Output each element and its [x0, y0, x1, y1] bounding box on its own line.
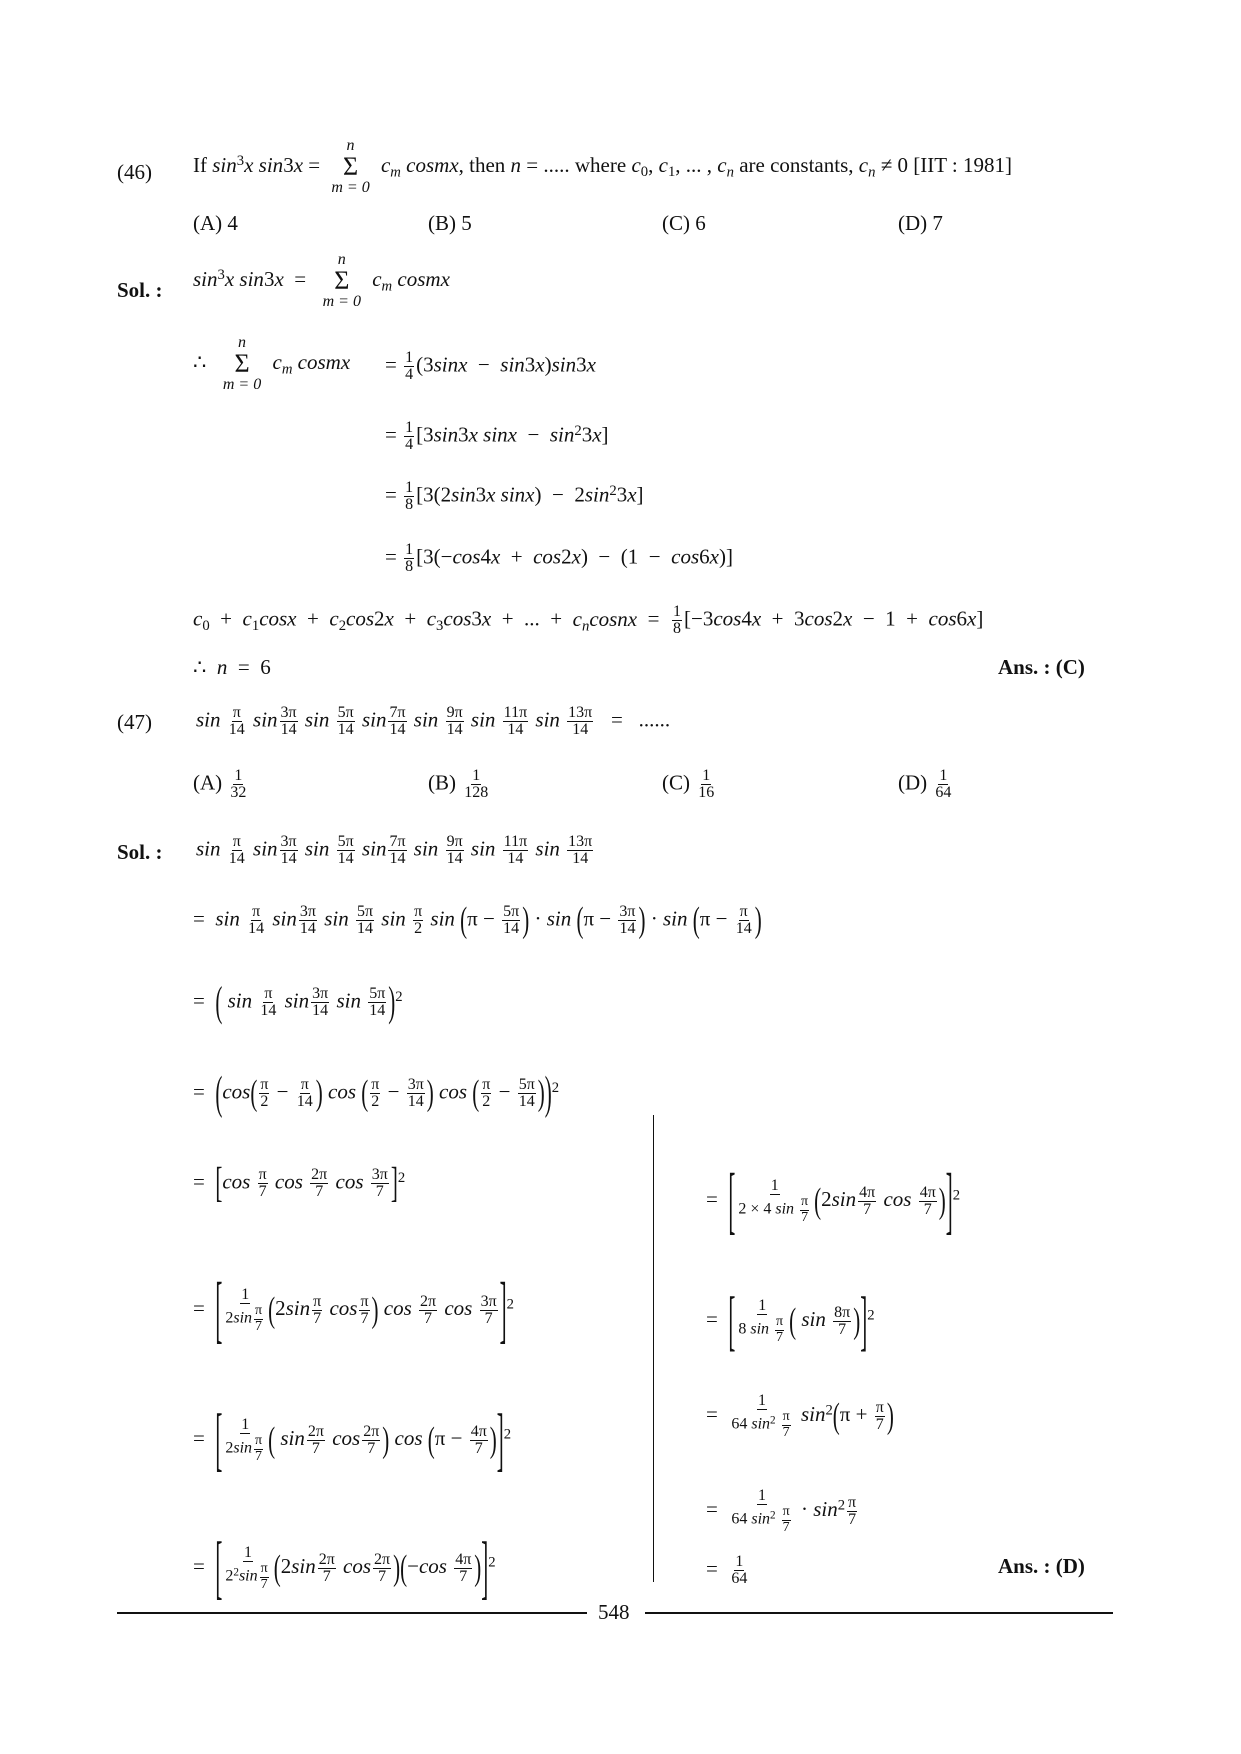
option-b: (B) 5	[428, 211, 472, 235]
option-b: (B) $\frac{1}{128}$	[428, 767, 489, 802]
question-46-statement: If $\sin^3x$ sin3x = n Σ m = 0 $c_m$ cosmx, then n = ..... where $c_0$, $c_1$, ... , $c_n$ are constants, $c_n \ne 0$ [IIT : 1981]	[193, 137, 1012, 196]
solution-46-rhs-4: = $\frac{1}{8}$ [3(−cos4x + cos2x) − (1 − cos6x)]	[385, 541, 733, 576]
solution-46-conclusion: ∴ n = 6	[193, 655, 271, 679]
summation-symbol: n Σ m = 0	[222, 334, 262, 393]
page-number: 548	[598, 1600, 630, 1624]
question-number-47: (47)	[117, 710, 152, 734]
option-c: (C) 6	[662, 211, 706, 235]
solution-47-right-2: = [ 1 8 sin $\frac{\pi}{7}$ ( sin $\frac{8\pi}{7}$ )]$^2$	[706, 1281, 875, 1359]
solution-47-line-3: = ( sin $\frac{\pi}{14}$ sin $\frac{3\pi}{14}$ sin $\frac{5\pi}{14}$ )$^2$	[193, 977, 403, 1026]
question-number-46: (46)	[117, 160, 152, 184]
footer-rule-right	[645, 1612, 1113, 1614]
column-divider	[653, 1115, 654, 1582]
solution-46-rhs-1: = $\frac{1}{4}$ (3sinx − sin3x)sin3x	[385, 349, 596, 384]
source-tag: [IIT : 1981]	[913, 152, 1012, 177]
solution-47-line-1: sin $\frac{\pi}{14}$ sin $\frac{3\pi}{14}$ sin $\frac{5\pi}{14}$ sin $\frac{7\pi}{14}$ sin $\frac{9\pi}{14}$ sin $\frac{11\pi}{14}$ sin $\frac{13\pi}{14}$	[196, 833, 593, 868]
answer-46: Ans. : (C)	[998, 655, 1085, 679]
option-d: (D) $\frac{1}{64}$	[898, 767, 952, 802]
summation-symbol: n Σ m = 0	[331, 137, 370, 196]
solution-47-right-3: = 1 64 $\sin^2$ $\frac{\pi}{7}$ $\sin^2(\pi$ + $\frac{\pi}{7}$ )	[706, 1392, 894, 1440]
solution-46-rhs-2: = $\frac{1}{4}$ [3sin3x $\sin x - \sin^23x$]	[385, 419, 609, 454]
solution-47-right-1: = [ 1 2 × 4 sin $\frac{\pi}{7}$ (2sin $\frac{4\pi}{7}$ cos $\frac{4\pi}{7}$ )]$^2$	[706, 1156, 961, 1243]
question-47-statement: sin $\frac{\pi}{14}$ sin $\frac{3\pi}{14}$ sin $\frac{5\pi}{14}$ sin $\frac{7\pi}{14}$ sin $\frac{9\pi}{14}$ sin $\frac{11\pi}{14}$ sin $\frac{13\pi}{14}$ = ......	[196, 704, 671, 739]
solution-47-line-8: = [ 1 $2^2\sin$ $\frac{\pi}{7}$ (2sin $\frac{2\pi}{7}$ cos $\frac{2\pi}{7}$ )(−cos $\frac{4\pi}{7}$ )]$^2$	[193, 1525, 496, 1608]
solution-47-line-2: = sin $\frac{\pi}{14}$ sin $\frac{3\pi}{14}$ sin $\frac{5\pi}{14}$ sin $\frac{\pi}{2}$ sin (π − $\frac{5\pi}{14}$ ) · sin (π − $\frac{3\pi}{14}$ ) · sin (π − $\frac{\pi}{14}$ )	[193, 899, 762, 941]
answer-47: Ans. : (D)	[998, 1554, 1085, 1578]
solution-46-line-2: ∴ n Σ m = 0 $c_m$ cosmx	[193, 334, 351, 393]
footer-rule-left	[117, 1612, 587, 1614]
option-a: (A) $\frac{1}{32}$	[193, 767, 247, 802]
summation-symbol: n Σ m = 0	[322, 251, 361, 310]
solution-label: Sol. :	[117, 278, 163, 302]
solution-47-line-5: = [cos $\frac{\pi}{7}$ cos $\frac{2\pi}{7}$ cos $\frac{3\pi}{7}$ ]$^2$	[193, 1158, 406, 1207]
solution-47-right-5: = $\frac{1}{64}$	[706, 1553, 748, 1588]
solution-47-line-4: = (cos( $\frac{\pi}{2}$ − $\frac{\pi}{14}$ ) cos ( $\frac{\pi}{2}$ − $\frac{3\pi}{14}$ ) cos ( $\frac{\pi}{2}$ − $\frac{5\pi}{14}$ ))$^2$	[193, 1066, 560, 1120]
option-c: (C) $\frac{1}{16}$	[662, 767, 715, 802]
option-a: (A) 4	[193, 211, 238, 235]
solution-46-line-1: $\sin^3x$ sin3x = n Σ m = 0 $c_m$ cosmx	[193, 251, 450, 310]
solution-47-right-4: = 1 64 $\sin^2$ $\frac{\pi}{7}$ · $\sin^2$ $\frac{\pi}{7}$	[706, 1487, 857, 1535]
option-d: (D) 7	[898, 211, 943, 235]
solution-46-rhs-3: = $\frac{1}{8}$ [3(2sin3x $\sin x) - 2\sin^23x$]	[385, 479, 644, 514]
solution-47-line-7: = [ 1 2sin $\frac{\pi}{7}$ ( sin $\frac{2\pi}{7}$ cos $\frac{2\pi}{7}$ ) cos (π − $\frac{4\pi}{7}$ )]$^2$	[193, 1397, 512, 1480]
solution-46-comparison: $c_0 + c_1\cos x + c_2\cos 2x + c_3\cos 3x$ + ... + $c_ncosnx$ = $\frac{1}{8}$ [−3cos4x + 3cos2x − 1 + cos6x]	[193, 603, 984, 638]
solution-47-line-6: = [ 1 2sin $\frac{\pi}{7}$ (2sin $\frac{\pi}{7}$ cos $\frac{\pi}{7}$ ) cos $\frac{2\pi}{7}$ cos $\frac{3\pi}{7}$ ]$^2$	[193, 1265, 515, 1352]
solution-label: Sol. :	[117, 840, 163, 864]
